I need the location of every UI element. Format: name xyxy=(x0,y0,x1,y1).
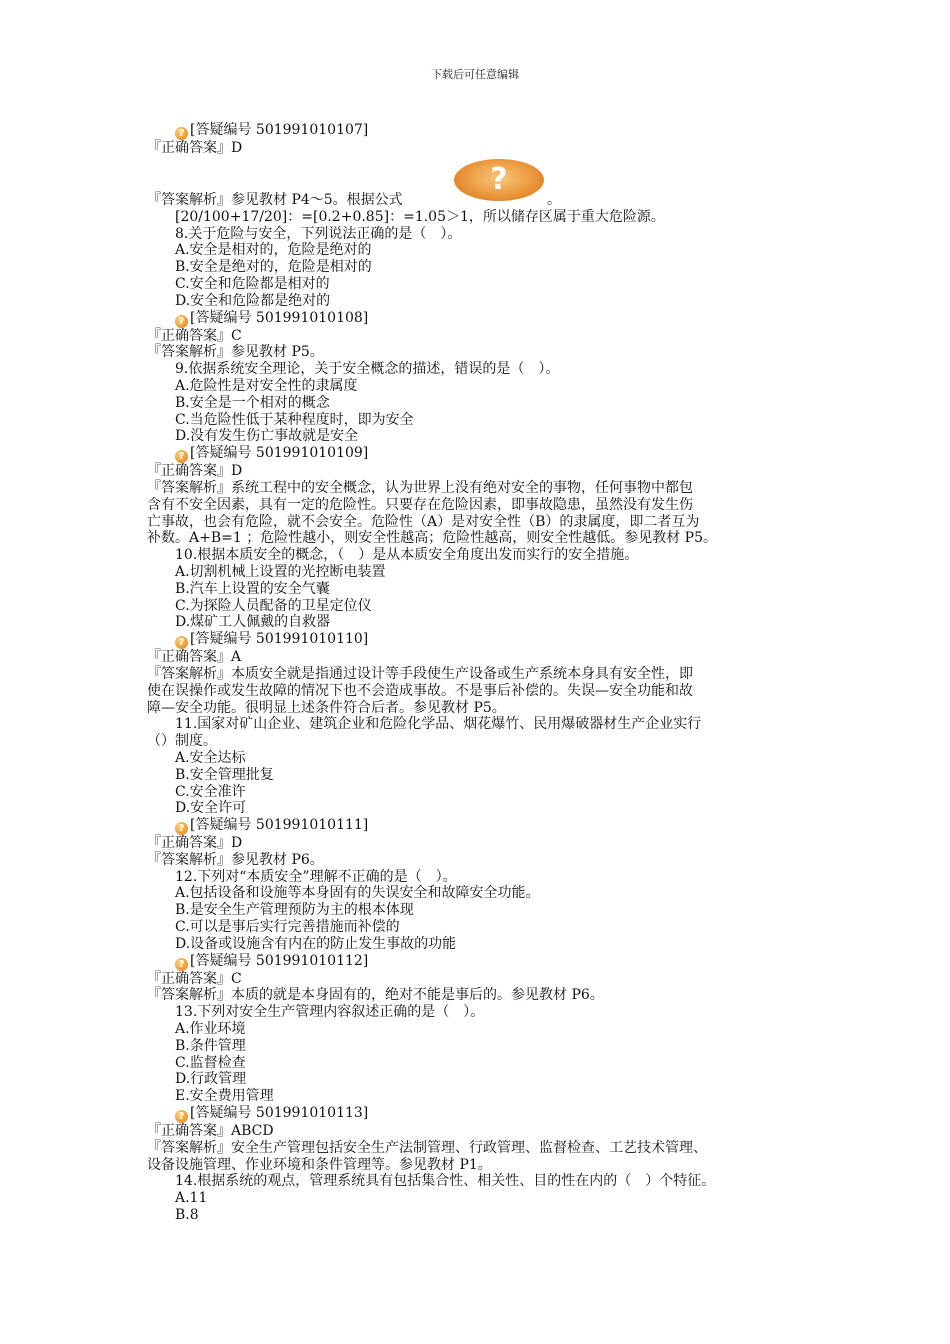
option: A.安全达标 xyxy=(175,749,246,766)
question-mark-icon[interactable]: ? xyxy=(175,315,188,328)
answer-analysis: 『答案解析』参见教材 P6。 xyxy=(147,851,324,868)
answer-analysis: 亡事故，也会有危险，就不会安全。危险性（A）是对安全性（B）的隶属度，即二者互为 xyxy=(147,513,700,530)
answer-analysis: 使在误操作或发生故障的情况下也不会造成事故。不是事后补偿的。失误—安全功能和故 xyxy=(147,682,693,699)
question-stem: 14.根据系统的观点，管理系统具有包括集合性、相关性、目的性在内的（ ）个特征。 xyxy=(175,1173,716,1190)
option: A.切割机械上设置的光控断电装置 xyxy=(175,563,386,580)
question-mark-icon[interactable]: ? xyxy=(175,127,188,140)
option: C.可以是事后实行完善措施而补偿的 xyxy=(175,919,400,936)
correct-answer: 『正确答案』D xyxy=(147,463,243,480)
option: D.煤矿工人佩戴的自救器 xyxy=(175,614,331,631)
correct-answer: 『正确答案』D xyxy=(147,140,243,156)
answer-ref: ? [答疑编号 501991010112] xyxy=(147,953,819,971)
question-mark-icon[interactable]: ? xyxy=(175,636,188,649)
option: A.11 xyxy=(175,1190,208,1207)
option: A.危险性是对安全性的隶属度 xyxy=(175,377,358,394)
option: E.安全费用管理 xyxy=(175,1088,274,1105)
option: C.为探险人员配备的卫星定位仪 xyxy=(175,597,372,614)
correct-answer: 『正确答案』D xyxy=(147,835,243,852)
correct-answer: 『正确答案』C xyxy=(147,327,242,344)
option: A.作业环境 xyxy=(175,1021,246,1038)
question-stem: 8.关于危险与安全，下列说法正确的是（ ）。 xyxy=(175,225,462,242)
question-mark-icon[interactable]: ? xyxy=(175,1110,188,1123)
question-stem: 10.根据本质安全的概念，（ ）是从本质安全角度出发而实行的安全措施。 xyxy=(175,547,639,564)
option: B.汽车上设置的安全气囊 xyxy=(175,580,330,597)
calculation-line: [20/100+17/20]：=[0.2+0.85]：=1.05＞1，所以储存区属于重大危险源。 xyxy=(175,208,665,225)
correct-answer: 『正确答案』C xyxy=(147,970,242,987)
option: C.安全准许 xyxy=(175,783,246,800)
option: C.当危险性低于某种程度时，即为安全 xyxy=(175,411,414,428)
answer-analysis: 『答案解析』安全生产管理包括安全生产法制管理、行政管理、监督检查、工艺技术管理、 xyxy=(147,1139,707,1156)
correct-answer: 『正确答案』A xyxy=(147,649,242,666)
option: B.安全是一个相对的概念 xyxy=(175,394,330,411)
option: B.条件管理 xyxy=(175,1037,246,1054)
answer-ref: ? [答疑编号 501991010110] xyxy=(147,631,819,649)
answer-ref: ? [答疑编号 501991010107] xyxy=(147,122,819,140)
option: A.安全是相对的，危险是绝对的 xyxy=(175,242,372,259)
formula-row xyxy=(147,161,819,209)
question-stem: 11.国家对矿山企业、建筑企业和危险化学品、烟花爆竹、民用爆破器材生产企业实行 xyxy=(175,716,702,733)
answer-analysis: 『答案解析』系统工程中的安全概念，认为世界上没有绝对安全的事物，任何事物中都包 xyxy=(147,479,693,496)
question-stem-continued: （）制度。 xyxy=(147,733,217,750)
option: B.是安全生产管理预防为主的根本体现 xyxy=(175,902,414,919)
analysis-suffix: 。 xyxy=(547,192,561,208)
option: D.安全许可 xyxy=(175,800,247,817)
answer-analysis: 障—安全功能。很明显上述条件符合后者。参见教材 P5。 xyxy=(147,699,506,716)
question-stem: 12.下列对“本质安全”理解不正确的是（ ）。 xyxy=(175,868,457,885)
answer-ref: ? [答疑编号 501991010111] xyxy=(147,817,819,835)
answer-ref: ? [答疑编号 501991010109] xyxy=(147,445,819,463)
option: D.设备或设施含有内在的防止发生事故的功能 xyxy=(175,935,457,952)
document-body xyxy=(147,122,819,1224)
question-stem: 9.依据系统安全理论，关于安全概念的描述，错误的是（ ）。 xyxy=(175,361,560,378)
answer-analysis: 『答案解析』本质安全就是指通过设计等手段使生产设备或生产系统本身具有安全性，即 xyxy=(147,665,693,682)
question-mark-icon[interactable]: ? xyxy=(175,450,188,463)
question-mark-icon[interactable]: ? xyxy=(175,822,188,835)
question-mark-icon[interactable]: ? xyxy=(175,958,188,971)
option: A.包括设备和设施等本身固有的失误安全和故障安全功能。 xyxy=(175,885,540,902)
page-header: 下载后可任意编辑 xyxy=(431,68,519,81)
option: B.8 xyxy=(175,1207,199,1224)
option: D.行政管理 xyxy=(175,1071,247,1088)
answer-analysis: 『答案解析』本质的就是本身固有的，绝对不能是事后的。参见教材 P6。 xyxy=(147,987,604,1004)
answer-analysis: 补数。A+B=1 ；危险性越小，则安全性越高；危险性越高，则安全性越低。参见教材 P5。 xyxy=(147,530,717,547)
answer-analysis: 含有不安全因素，具有一定的危险性。只要存在危险因素，即事故隐患，虽然没有发生伤 xyxy=(147,496,693,513)
answer-ref: ? [答疑编号 501991010108] xyxy=(147,310,819,328)
option: B.安全是绝对的，危险是相对的 xyxy=(175,259,372,276)
question-stem: 13.下列对安全生产管理内容叙述正确的是（ ）。 xyxy=(175,1004,485,1021)
option: C.监督检查 xyxy=(175,1054,246,1071)
option: D.安全和危险都是绝对的 xyxy=(175,292,331,309)
correct-answer: 『正确答案』ABCD xyxy=(147,1123,274,1140)
answer-ref: ? [答疑编号 501991010113] xyxy=(147,1105,819,1123)
option: B.安全管理批复 xyxy=(175,766,274,783)
formula-image-question-mark-icon: ? xyxy=(454,159,544,201)
answer-analysis: 『答案解析』参见教材 P5。 xyxy=(147,344,324,361)
option: D.没有发生伤亡事故就是安全 xyxy=(175,428,359,445)
option: C.安全和危险都是相对的 xyxy=(175,275,330,292)
answer-analysis: 设备设施管理、作业环境和条件管理等。参见教材 P1。 xyxy=(147,1156,492,1173)
analysis-text: 『答案解析』参见教材 P4～5。根据公式 xyxy=(147,192,403,208)
